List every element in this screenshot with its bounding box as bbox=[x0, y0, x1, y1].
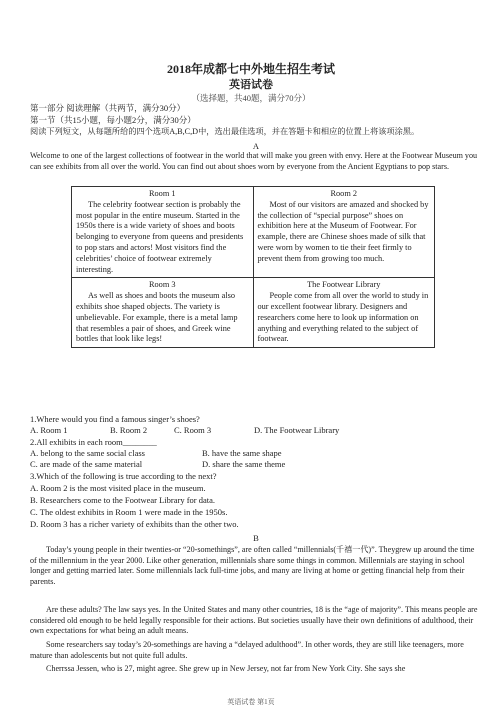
option: C. are made of the same material bbox=[30, 459, 143, 469]
room-cell bbox=[253, 187, 435, 278]
passage-b-paragraph: Today’s young people in their twenties-or “20-somethings”, are often called “millennials(千禧一代)”. Theygrew up around the time of the millennium in the year 2000. Like other generation, millennials share some things in common. Millennials are staying in school longer and getting married later. Some millennials lack full-time jobs, and many are living at home or getting financial help from their parents. bbox=[30, 545, 475, 586]
room-text: As well as shoes and boots the museum also exhibits shoe shaped objects. The variety is unbelievable. For example, there is a metal lamp that resembles a pair of shoes, and Greek wine bottles that look like legs! bbox=[76, 291, 238, 344]
room-text: The celebrity footwear section is probably the most popular in the entire museum. Started in the 1950s there is a wide variety of shoes and boots belonging to everyone from queens and presidents to pop stars and actors! Most visitors find the celebrities’ choice of footwear extremely interesting. bbox=[76, 199, 244, 274]
exam-note: （选择题，共40题，满分70分） bbox=[191, 93, 311, 103]
option: D. Room 3 has a richer variety of exhibits than the other two. bbox=[30, 519, 239, 529]
option: C. Room 3 bbox=[174, 425, 212, 435]
option: D. share the same theme bbox=[202, 459, 286, 469]
option: A. belong to the same social class bbox=[30, 448, 145, 458]
question-stem: 2.All exhibits in each room________ bbox=[30, 437, 157, 447]
page-footer: 英语试卷 第1页 bbox=[227, 698, 275, 706]
passage-b-label: B bbox=[253, 533, 259, 543]
option: D. The Footwear Library bbox=[254, 425, 340, 435]
section-heading: 第一节（共15小题，每小题2分，满分30分） bbox=[30, 115, 196, 125]
option: B. Room 2 bbox=[110, 425, 148, 435]
passage-a-label: A bbox=[252, 141, 260, 151]
question-stem: 3.Which of the following is true according to the next? bbox=[30, 471, 217, 481]
option: C. The oldest exhibits in Room 1 were made in the 1950s. bbox=[30, 507, 228, 517]
passage-b-paragraph: Some researchers say today’s 20-somethings are having a “delayed adulthood”. In other words, they are still like teenagers, more mature than adolescents but not quite full adults. bbox=[30, 640, 464, 660]
room-cell bbox=[253, 278, 435, 348]
room-title: Room 1 bbox=[148, 189, 176, 198]
exam-title: 2018年成都七中外地生招生考试 bbox=[166, 62, 335, 76]
option: B. Researchers come to the Footwear Library for data. bbox=[30, 495, 216, 505]
question-stem: 1.Where would you find a famous singer’s shoes? bbox=[30, 414, 200, 424]
option: B. have the same shape bbox=[202, 448, 282, 458]
option: A. Room 2 is the most visited place in the museum. bbox=[30, 483, 206, 493]
room-cell bbox=[72, 187, 254, 278]
room-cell bbox=[72, 278, 254, 348]
question-options bbox=[30, 425, 482, 436]
exam-subtitle: 英语试卷 bbox=[229, 79, 273, 91]
instructions: 阅读下列短文，从每题所给的四个选项A,B,C,D中，选出最佳选项，并在答题卡和相应的位置上将该项涂黑。 bbox=[30, 127, 420, 136]
passage-a-intro: Welcome to one of the largest collections of footwear in the world that will make you green with envy. Here at the Footwear Museum you can see exhibits from all over the world. You can find out about shoes worn by everyone from the Ancient Egyptians to pop stars. bbox=[30, 151, 478, 171]
question-options bbox=[30, 459, 482, 470]
question-options bbox=[30, 448, 482, 459]
room-title: Room 2 bbox=[330, 189, 357, 198]
room-title: Room 3 bbox=[148, 280, 176, 290]
part-heading: 第一部分 阅读理解（共两节，满分30分） bbox=[30, 103, 186, 113]
passage-b-paragraph: Are these adults? The law says yes. In the United States and many other countries, 18 is the “age of majority”. This means people are considered old enough to be held legally responsible for their actions. But societies usually have their own definitions of adulthood, their own expectations for what being an adult means. bbox=[30, 605, 478, 635]
rooms-table bbox=[71, 186, 435, 348]
option: A. Room 1 bbox=[30, 425, 68, 435]
room-text: Most of our visitors are amazed and shocked by the collection of “special purpose” shoes on exhibition here at the Museum of Footwear. For example, there are Chinese shoes made of silk that were worn by women to tie their feet firmly to prevent them from growing too much. bbox=[257, 199, 429, 263]
passage-b-paragraph: Cherrssa Jessen, who is 27, might agree. She grew up in New Jersey, not far from New York City. She says she bbox=[46, 664, 406, 673]
room-title: The Footwear Library bbox=[307, 280, 381, 290]
room-text: People come from all over the world to study in our excellent footwear library. Designers and researchers come here to look up information on anything and everything related to the subject of footwear. bbox=[257, 291, 429, 344]
